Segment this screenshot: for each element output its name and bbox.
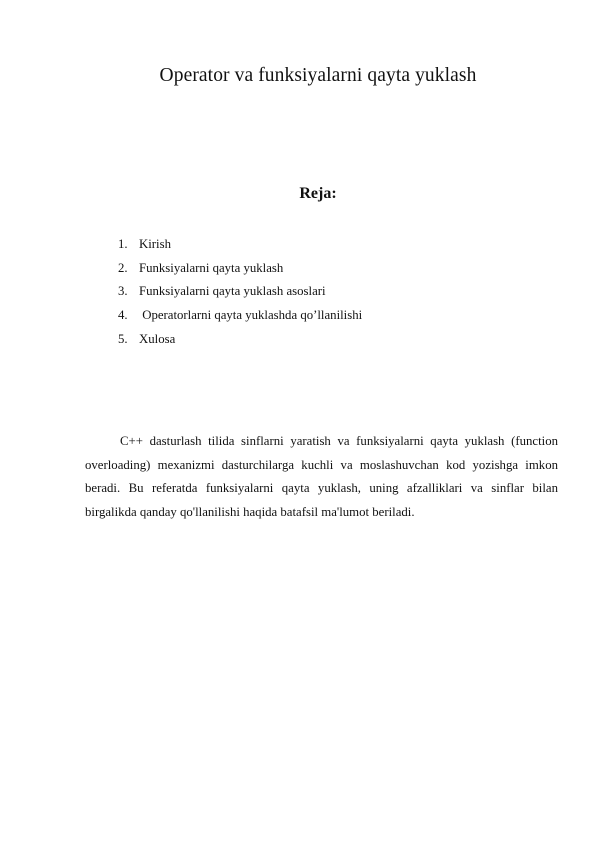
plan-item-text: Operatorlarni qayta yuklashda qo’llanilishi (139, 308, 363, 323)
plan-item-2 (118, 260, 362, 284)
plan-item-text: Xulosa (139, 331, 176, 346)
intro-paragraph: C++ dasturlash tilida sinflarni yaratish va funksiyalarni qayta yuklash (function overloading) mexanizmi dasturchilarga kuchli va moslashuvchan kod yozishga imkon beradi. Bu referatda funksiyalarni qayta yuklash, uning afzalliklari va sinflar bilan birgalikda qanday qo'llanilishi haqida batafsil ma'lumot beriladi. (85, 434, 558, 519)
plan-item-number: 3. (118, 284, 128, 299)
plan-item-number: 4. (118, 308, 128, 323)
plan-item-text: Funksiyalarni qayta yuklash asoslari (139, 284, 326, 299)
plan-item-3 (118, 283, 362, 307)
plan-item-number: 1. (118, 237, 128, 251)
plan-item-text: Kirish (139, 237, 171, 251)
plan-item-4 (118, 307, 362, 331)
plan-item-text: Funksiyalarni qayta yuklash (139, 260, 284, 275)
plan-item-number: 2. (118, 260, 128, 275)
plan-item-5 (118, 331, 362, 355)
plan-heading: Reja: (299, 185, 337, 202)
document-title: Operator va funksiyalarni qayta yuklash (159, 65, 477, 86)
plan-list (118, 236, 362, 354)
plan-item-number: 5. (118, 331, 128, 346)
plan-item-1 (118, 236, 362, 260)
